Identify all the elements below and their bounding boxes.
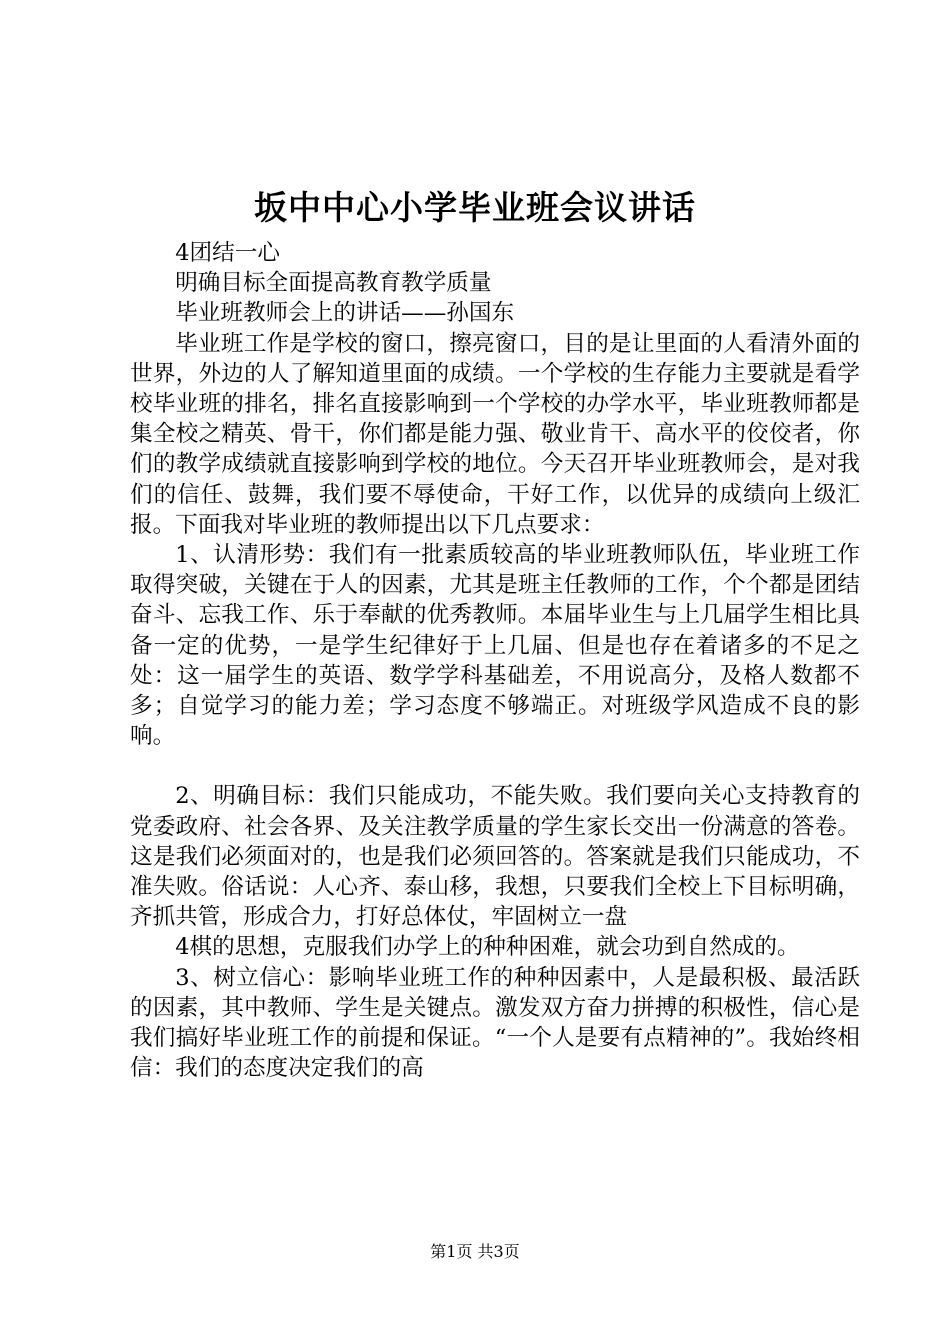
paragraph-point-2: 2、明确目标：我们只能成功，不能失败。我们要向关心支持教育的党委政府、社会各界、及关注教学质量的学生家长交出一份满意的答卷。这是我们必须面对的，也是我们必须回答的。答案就是我们只能成功，不准失败。俗话说：人心齐、泰山移，我想，只要我们全校上下目标明确，齐抓共管，形成合力，打好总体仗，牢固树立一盘 [130,783,860,931]
paragraph-intro: 毕业班工作是学校的窗口，擦亮窗口，目的是让里面的人看清外面的世界，外边的人了解知道里面的成绩。一个学校的生存能力主要就是看学校毕业班的排名，排名直接影响到一个学校的办学水平，毕业班教师都是集全校之精英、骨干，你们都是能力强、敬业肯干、高水平的佼佼者，你们的教学成绩就直接影响到学校的地位。今天召开毕业班教师会，是对我们的信任、鼓舞，我们要不辱使命，干好工作，以优异的成绩向上级汇报。下面我对毕业班的教师提出以下几点要求： [130,330,860,538]
document-body [130,238,860,1083]
paragraph-point-3: 3、树立信心：影响毕业班工作的种种因素中，人是最积极、最活跃的因素，其中教师、学生是关键点。激发双方奋力拼搏的积极性，信心是我们搞好毕业班工作的前提和保证。“一个人是要有点精神的”。我始终相信：我们的态度决定我们的高 [130,964,860,1082]
paragraph-subheading-1: 4团结一心 [175,240,280,266]
paragraph-subheading-2: 明确目标全面提高教育教学质量 [175,270,492,297]
paragraph-speaker: 毕业班教师会上的讲话——孙国东 [175,300,515,327]
paragraph-point-2-continued: 4棋的思想，克服我们办学上的种种困难，就会功到自然成的。 [175,934,800,961]
document-title: 坂中中心小学毕业班会议讲话 [254,188,696,227]
paragraph-point-1: 1、认清形势：我们有一批素质较高的毕业班教师队伍，毕业班工作取得突破，关键在于人的因素，尤其是班主任教师的工作，个个都是团结奋斗、忘我工作、乐于奉献的优秀教师。本届毕业生与上几届学生相比具备一定的优势，一是学生纪律好于上几届、但是也存在着诸多的不足之处：这一届学生的英语、数学学科基础差，不用说高分，及格人数都不多；自觉学习的能力差；学习态度不够端正。对班级学风造成不良的影响。 [130,542,860,750]
page-footer: 第1页 共3页 [430,1242,520,1261]
